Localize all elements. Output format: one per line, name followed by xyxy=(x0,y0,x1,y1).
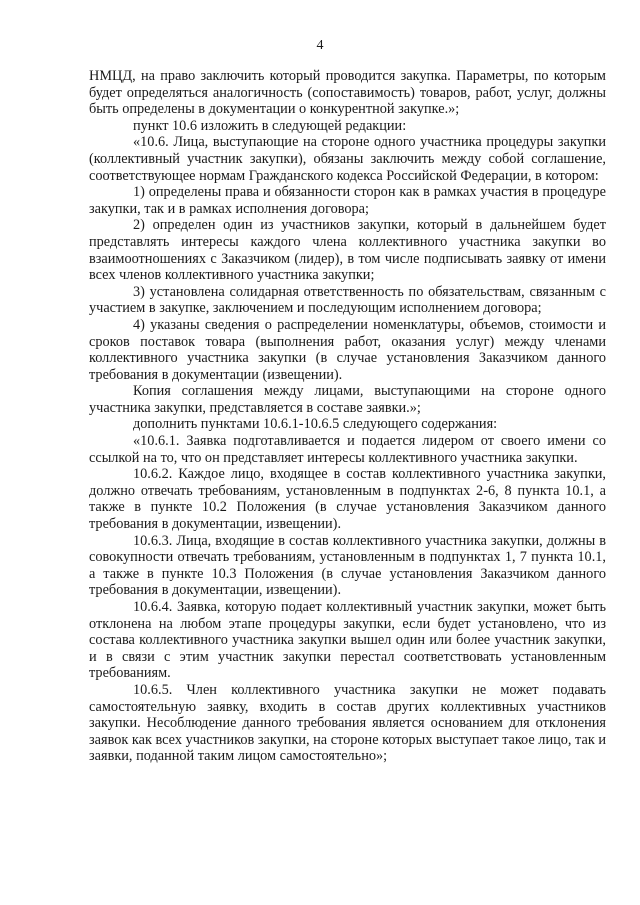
paragraph-amend-10-6: пункт 10.6 изложить в следующей редакции: xyxy=(133,117,407,134)
paragraph-agreement-copy: Копия соглашения между лицами, выступающими на стороне одного участника закупки, представляется в составе заявки.»; xyxy=(89,383,606,416)
paragraph-10-6-item-2: 2) определен один из участников закупки, который в дальнейшем будет представлять интересы каждого члена коллективного участника закупки во взаимоотношениях с Заказчиком (лидер), в том числе подписывать заявку от имени всех членов коллективного участника закупки; xyxy=(89,217,606,284)
paragraph-10-6-4: 10.6.4. Заявка, которую подает коллективный участник закупки, может быть отклонена на любом этапе процедуры закупки, если будет установлено, что из состава коллективного участника закупки вышел один или более участник закупки, и в связи с этим участник закупки перестал соответствовать установленным требованиям. xyxy=(89,599,606,682)
paragraph-10-6-3: 10.6.3. Лица, входящие в состав коллективного участника закупки, должны в совокупности отвечать требованиям, установленным в подпунктах 1, 7 пункта 10.1, а также в пункте 10.3 Положения (в случае установления Заказчиком данного требования в документации, извещении). xyxy=(89,532,606,599)
paragraph-nmcd-continuation: НМЦД, на право заключить который проводится закупка. Параметры, по которым будет определяться аналогичность (сопоставимость) товаров, работ, услуг, должны быть определены в документации о конкурентной закупке.»; xyxy=(89,68,606,118)
paragraph-10-6-5: 10.6.5. Член коллективного участника закупки не может подавать самостоятельную заявку, входить в состав других коллективных участников закупки. Несоблюдение данного требования является основанием для отклонения заявок как всех участников закупки, на стороне которых выступает такое лицо, так и заявки, поданной таким лицом самостоятельно»; xyxy=(89,681,606,765)
paragraph-add-points: дополнить пунктами 10.6.1-10.6.5 следующего содержания: xyxy=(133,416,498,433)
document-body xyxy=(89,68,606,765)
paragraph-10-6: «10.6. Лица, выступающие на стороне одного участника процедуры закупки (коллективный участник закупки), обязаны заключить между собой соглашение, соответствующее нормам Гражданского кодекса Российской Федерации, в котором: xyxy=(89,134,606,184)
paragraph-10-6-item-4: 4) указаны сведения о распределении номенклатуры, объемов, стоимости и сроков поставок товара (выполнения работ, оказания услуг) между членами коллективного участника закупки (в случае установления Заказчиком данного требования в документации (извещении). xyxy=(89,316,606,383)
page-number: 4 xyxy=(316,38,324,53)
paragraph-10-6-2: 10.6.2. Каждое лицо, входящее в состав коллективного участника закупки, должно отвечать требованиям, установленным в подпунктах 2-6, 8 пункта 10.1, а также в пункте 10.2 Положения (в случае установления Заказчиком данного требования в документации, извещении). xyxy=(89,466,606,533)
paragraph-10-6-item-1: 1) определены права и обязанности сторон как в рамках участия в процедуре закупки, так и в рамках исполнения договора; xyxy=(89,184,606,217)
paragraph-10-6-1: «10.6.1. Заявка подготавливается и подается лидером от своего имени со ссылкой на то, что он представляет интересы коллективного участника закупки. xyxy=(89,433,606,466)
paragraph-10-6-item-3: 3) установлена солидарная ответственность по обязательствам, связанным с участием в закупке, заключением и последующим исполнением договора; xyxy=(89,283,606,317)
